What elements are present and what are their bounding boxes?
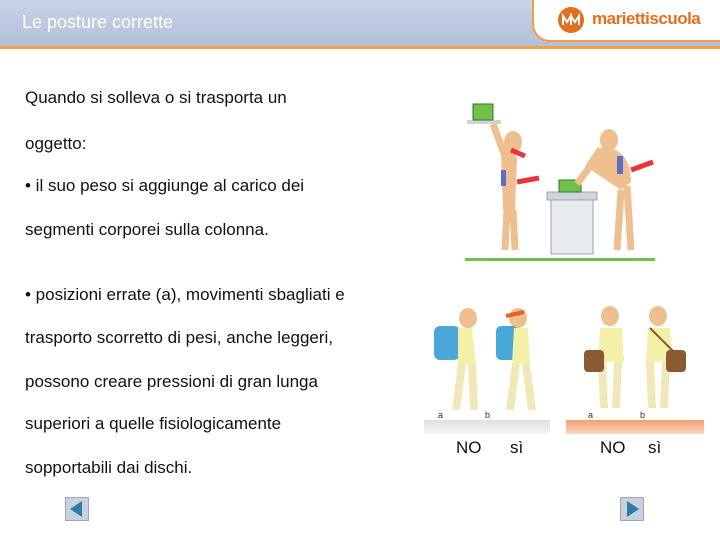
text-line-3: • il suo peso si aggiunge al carico dei [25,176,305,195]
text-line-5-b: a [161,285,171,304]
shoulder-bag-illustration [582,300,692,418]
text-line-5 [25,285,345,305]
text-line-5-c: ), movimenti sbagliati e [170,285,345,304]
text-line-6: trasporto scorretto di pesi, anche leggeri, [25,328,334,347]
figure-tag-left-a: a [438,410,444,420]
backpack-illustration [428,300,550,418]
arrow-right-icon [621,498,643,520]
logo [532,0,720,42]
label-right-yes: sì [648,438,662,457]
text-line-4: segmenti corporei sulla colonna. [25,220,269,239]
text-line-2-colon: : [81,134,87,153]
label-left-yes: sì [510,438,524,457]
floor-strip-right [566,420,704,434]
figure-tag-left-b: b [485,410,491,420]
logo-text: mariettiscuola [592,9,701,28]
floor-strip-left [424,420,550,434]
lifting-illustration [455,98,660,266]
label-left-no: NO [456,438,482,457]
text-line-5-a: • posizioni errate ( [25,285,162,304]
figure-tag-right-a: a [588,410,594,420]
text-line-8: superiori a quelle fisiologicamente [25,414,282,433]
page-title: Le posture corrette [22,12,174,32]
arrow-left-icon [66,498,88,520]
text-line-2-word: oggetto [25,134,82,153]
brand-logo-icon [556,6,586,34]
text-line-2 [25,134,86,154]
label-right-no: NO [600,438,626,457]
text-line-1: Quando si solleva o si trasporta un [25,88,287,107]
text-line-9: sopportabili dai dischi. [25,458,193,477]
previous-slide-button[interactable] [65,497,89,521]
header-divider [0,46,720,49]
next-slide-button[interactable] [620,497,644,521]
figure-tag-right-b: b [640,410,646,420]
text-line-7: possono creare pressioni di gran lunga [25,372,318,391]
